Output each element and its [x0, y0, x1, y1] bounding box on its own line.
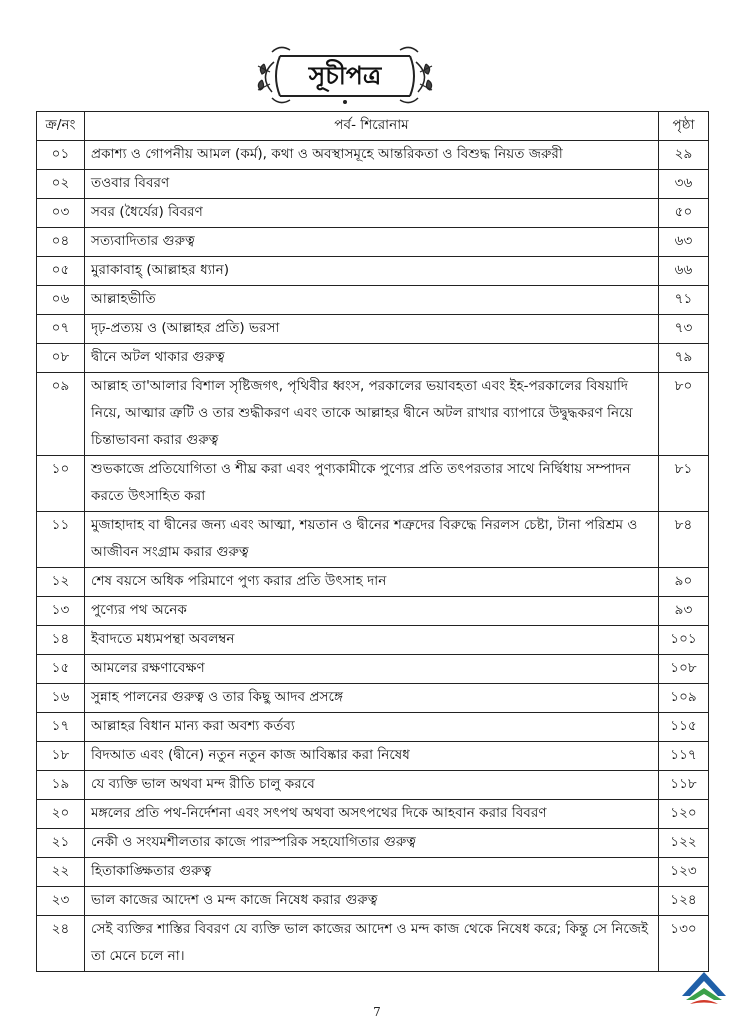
row-title: নেকী ও সংযমশীলতার কাজে পারস্পরিক সহযোগিতার গুরুত্ব: [85, 829, 659, 858]
row-number: ১৩: [37, 597, 85, 626]
row-title: দ্বীনে অটল থাকার গুরুত্ব: [85, 344, 659, 373]
row-page: ১০৮: [659, 655, 709, 684]
row-title: দৃঢ়-প্রত্যয় ও (আল্লাহর প্রতি) ভরসা: [85, 315, 659, 344]
contents-table: [36, 111, 709, 972]
page-number: 7: [373, 1005, 381, 1019]
row-number: ১১: [37, 512, 85, 568]
table-row: [37, 456, 709, 512]
row-number: ২৩: [37, 887, 85, 916]
table-row: [37, 771, 709, 800]
row-page: ৬৩: [659, 228, 709, 257]
chapter-header: পর্ব- শিরোনাম: [85, 112, 659, 141]
row-title: শেষ বয়সে অধিক পরিমাণে পুণ্য করার প্রতি উৎসাহ দান: [85, 568, 659, 597]
row-title: সেই ব্যক্তির শাস্তির বিবরণ যে ব্যক্তি ভাল কাজের আদেশ ও মন্দ কাজ থেকে নিষেধ করে; কিন্তু সে নিজেই তা মেনে চলে না।: [85, 916, 659, 972]
row-page: ৭৯: [659, 344, 709, 373]
row-number: ০৭: [37, 315, 85, 344]
row-title: ভাল কাজের আদেশ ও মন্দ কাজে নিষেধ করার গুরুত্ব: [85, 887, 659, 916]
row-number: ০৬: [37, 286, 85, 315]
row-number: ১৮: [37, 742, 85, 771]
row-page: ১০১: [659, 626, 709, 655]
row-title: প্রকাশ্য ও গোপনীয় আমল (কর্ম), কথা ও অবস্থাসমূহে আন্তরিকতা ও বিশুদ্ধ নিয়ত জরুরী: [85, 141, 659, 170]
row-number: ২১: [37, 829, 85, 858]
row-number: ০৯: [37, 373, 85, 456]
row-number: ০১: [37, 141, 85, 170]
table-row: [37, 568, 709, 597]
row-number: ১৭: [37, 713, 85, 742]
row-number: ১৯: [37, 771, 85, 800]
page-title: সূচীপত্র: [308, 61, 382, 90]
row-page: ১১৭: [659, 742, 709, 771]
table-row: [37, 141, 709, 170]
row-title: মঙ্গলের প্রতি পথ-নির্দেশনা এবং সৎপথ অথবা অসৎপথের দিকে আহবান করার বিবরণ: [85, 800, 659, 829]
table-row: [37, 512, 709, 568]
table-header-row: [37, 112, 709, 141]
row-number: ০৩: [37, 199, 85, 228]
table-row: [37, 373, 709, 456]
row-number: ০২: [37, 170, 85, 199]
row-page: ২৯: [659, 141, 709, 170]
table-row: [37, 170, 709, 199]
row-page: ৩৬: [659, 170, 709, 199]
row-title: মুরাকাবাহ্ (আল্লাহর ধ্যান): [85, 257, 659, 286]
table-row: [37, 684, 709, 713]
table-row: [37, 228, 709, 257]
table-row: [37, 257, 709, 286]
row-title: আল্লাহভীতি: [85, 286, 659, 315]
table-row: [37, 626, 709, 655]
row-title: আল্লাহ তা'আলার বিশাল সৃষ্টিজগৎ, পৃথিবীর ধ্বংস, পরকালের ভয়াবহতা এবং ইহ-পরকালের বিষয়াদি নিয়ে, আত্মার ত্রুটি ও তার শুদ্ধীকরণ এবং তাকে আল্লাহর দ্বীনে অটল রাখার ব্যাপারে উদ্বুদ্ধকরণ নিয়ে চিন্তাভাবনা করার গুরুত্ব: [85, 373, 659, 456]
row-number: ১৪: [37, 626, 85, 655]
row-title: বিদআত এবং (দ্বীনে) নতুন নতুন কাজ আবিষ্কার করা নিষেধ: [85, 742, 659, 771]
row-number: ০৮: [37, 344, 85, 373]
row-title: সত্যবাদিতার গুরুত্ব: [85, 228, 659, 257]
row-page: ১১৮: [659, 771, 709, 800]
row-page: ১২৪: [659, 887, 709, 916]
table-row: [37, 887, 709, 916]
row-title: মুজাহাদাহ বা দ্বীনের জন্য এবং আত্মা, শয়তান ও দ্বীনের শত্রুদের বিরুদ্ধে নিরলস চেষ্টা, টানা পরিশ্রম ও আজীবন সংগ্রাম করার গুরুত্ব: [85, 512, 659, 568]
table-row: [37, 597, 709, 626]
row-title: শুভকাজে প্রতিযোগিতা ও শীঘ্র করা এবং পুণ্যকামীকে পুণ্যের প্রতি তৎপরতার সাথে নির্দ্বিধায় সম্পাদন করতে উৎসাহিত করা: [85, 456, 659, 512]
row-page: ১২০: [659, 800, 709, 829]
serial-header: ক্র/নং: [37, 112, 85, 141]
page-header: পৃষ্ঠা: [659, 112, 709, 141]
row-page: ৬৬: [659, 257, 709, 286]
row-number: ০৫: [37, 257, 85, 286]
row-title: পুণ্যের পথ অনেক: [85, 597, 659, 626]
table-row: [37, 829, 709, 858]
row-page: ৭৩: [659, 315, 709, 344]
row-number: ২২: [37, 858, 85, 887]
table-row: [37, 916, 709, 972]
table-row: [37, 344, 709, 373]
row-page: ৫০: [659, 199, 709, 228]
row-title: হিতাকাঙ্ক্ষিতার গুরুত্ব: [85, 858, 659, 887]
row-page: ১৩০: [659, 916, 709, 972]
publisher-logo: [676, 966, 732, 1008]
row-page: ৯৩: [659, 597, 709, 626]
row-number: ২৪: [37, 916, 85, 972]
row-title: তওবার বিবরণ: [85, 170, 659, 199]
row-title: সুন্নাহ পালনের গুরুত্ব ও তার কিছু আদব প্রসঙ্গে: [85, 684, 659, 713]
row-number: ০৪: [37, 228, 85, 257]
row-page: ১২২: [659, 829, 709, 858]
table-row: [37, 858, 709, 887]
row-number: ১৫: [37, 655, 85, 684]
row-title: সবর (ধৈর্যের) বিবরণ: [85, 199, 659, 228]
table-row: [37, 199, 709, 228]
table-row: [37, 800, 709, 829]
row-page: ৮৪: [659, 512, 709, 568]
table-row: [37, 655, 709, 684]
row-page: ১২৩: [659, 858, 709, 887]
row-number: ১০: [37, 456, 85, 512]
row-number: ২০: [37, 800, 85, 829]
row-page: ৭১: [659, 286, 709, 315]
table-row: [37, 742, 709, 771]
table-row: [37, 315, 709, 344]
row-title: আল্লাহর বিধান মান্য করা অবশ্য কর্তব্য: [85, 713, 659, 742]
title-ornament: [250, 42, 440, 108]
row-title: ইবাদতে মধ্যমপন্থা অবলম্বন: [85, 626, 659, 655]
row-page: ৮১: [659, 456, 709, 512]
row-page: ৮০: [659, 373, 709, 456]
table-row: [37, 713, 709, 742]
row-number: ১২: [37, 568, 85, 597]
row-page: ১১৫: [659, 713, 709, 742]
row-title: আমলের রক্ষণাবেক্ষণ: [85, 655, 659, 684]
row-page: ৯০: [659, 568, 709, 597]
table-row: [37, 286, 709, 315]
row-page: ১০৯: [659, 684, 709, 713]
row-number: ১৬: [37, 684, 85, 713]
row-title: যে ব্যক্তি ভাল অথবা মন্দ রীতি চালু করবে: [85, 771, 659, 800]
